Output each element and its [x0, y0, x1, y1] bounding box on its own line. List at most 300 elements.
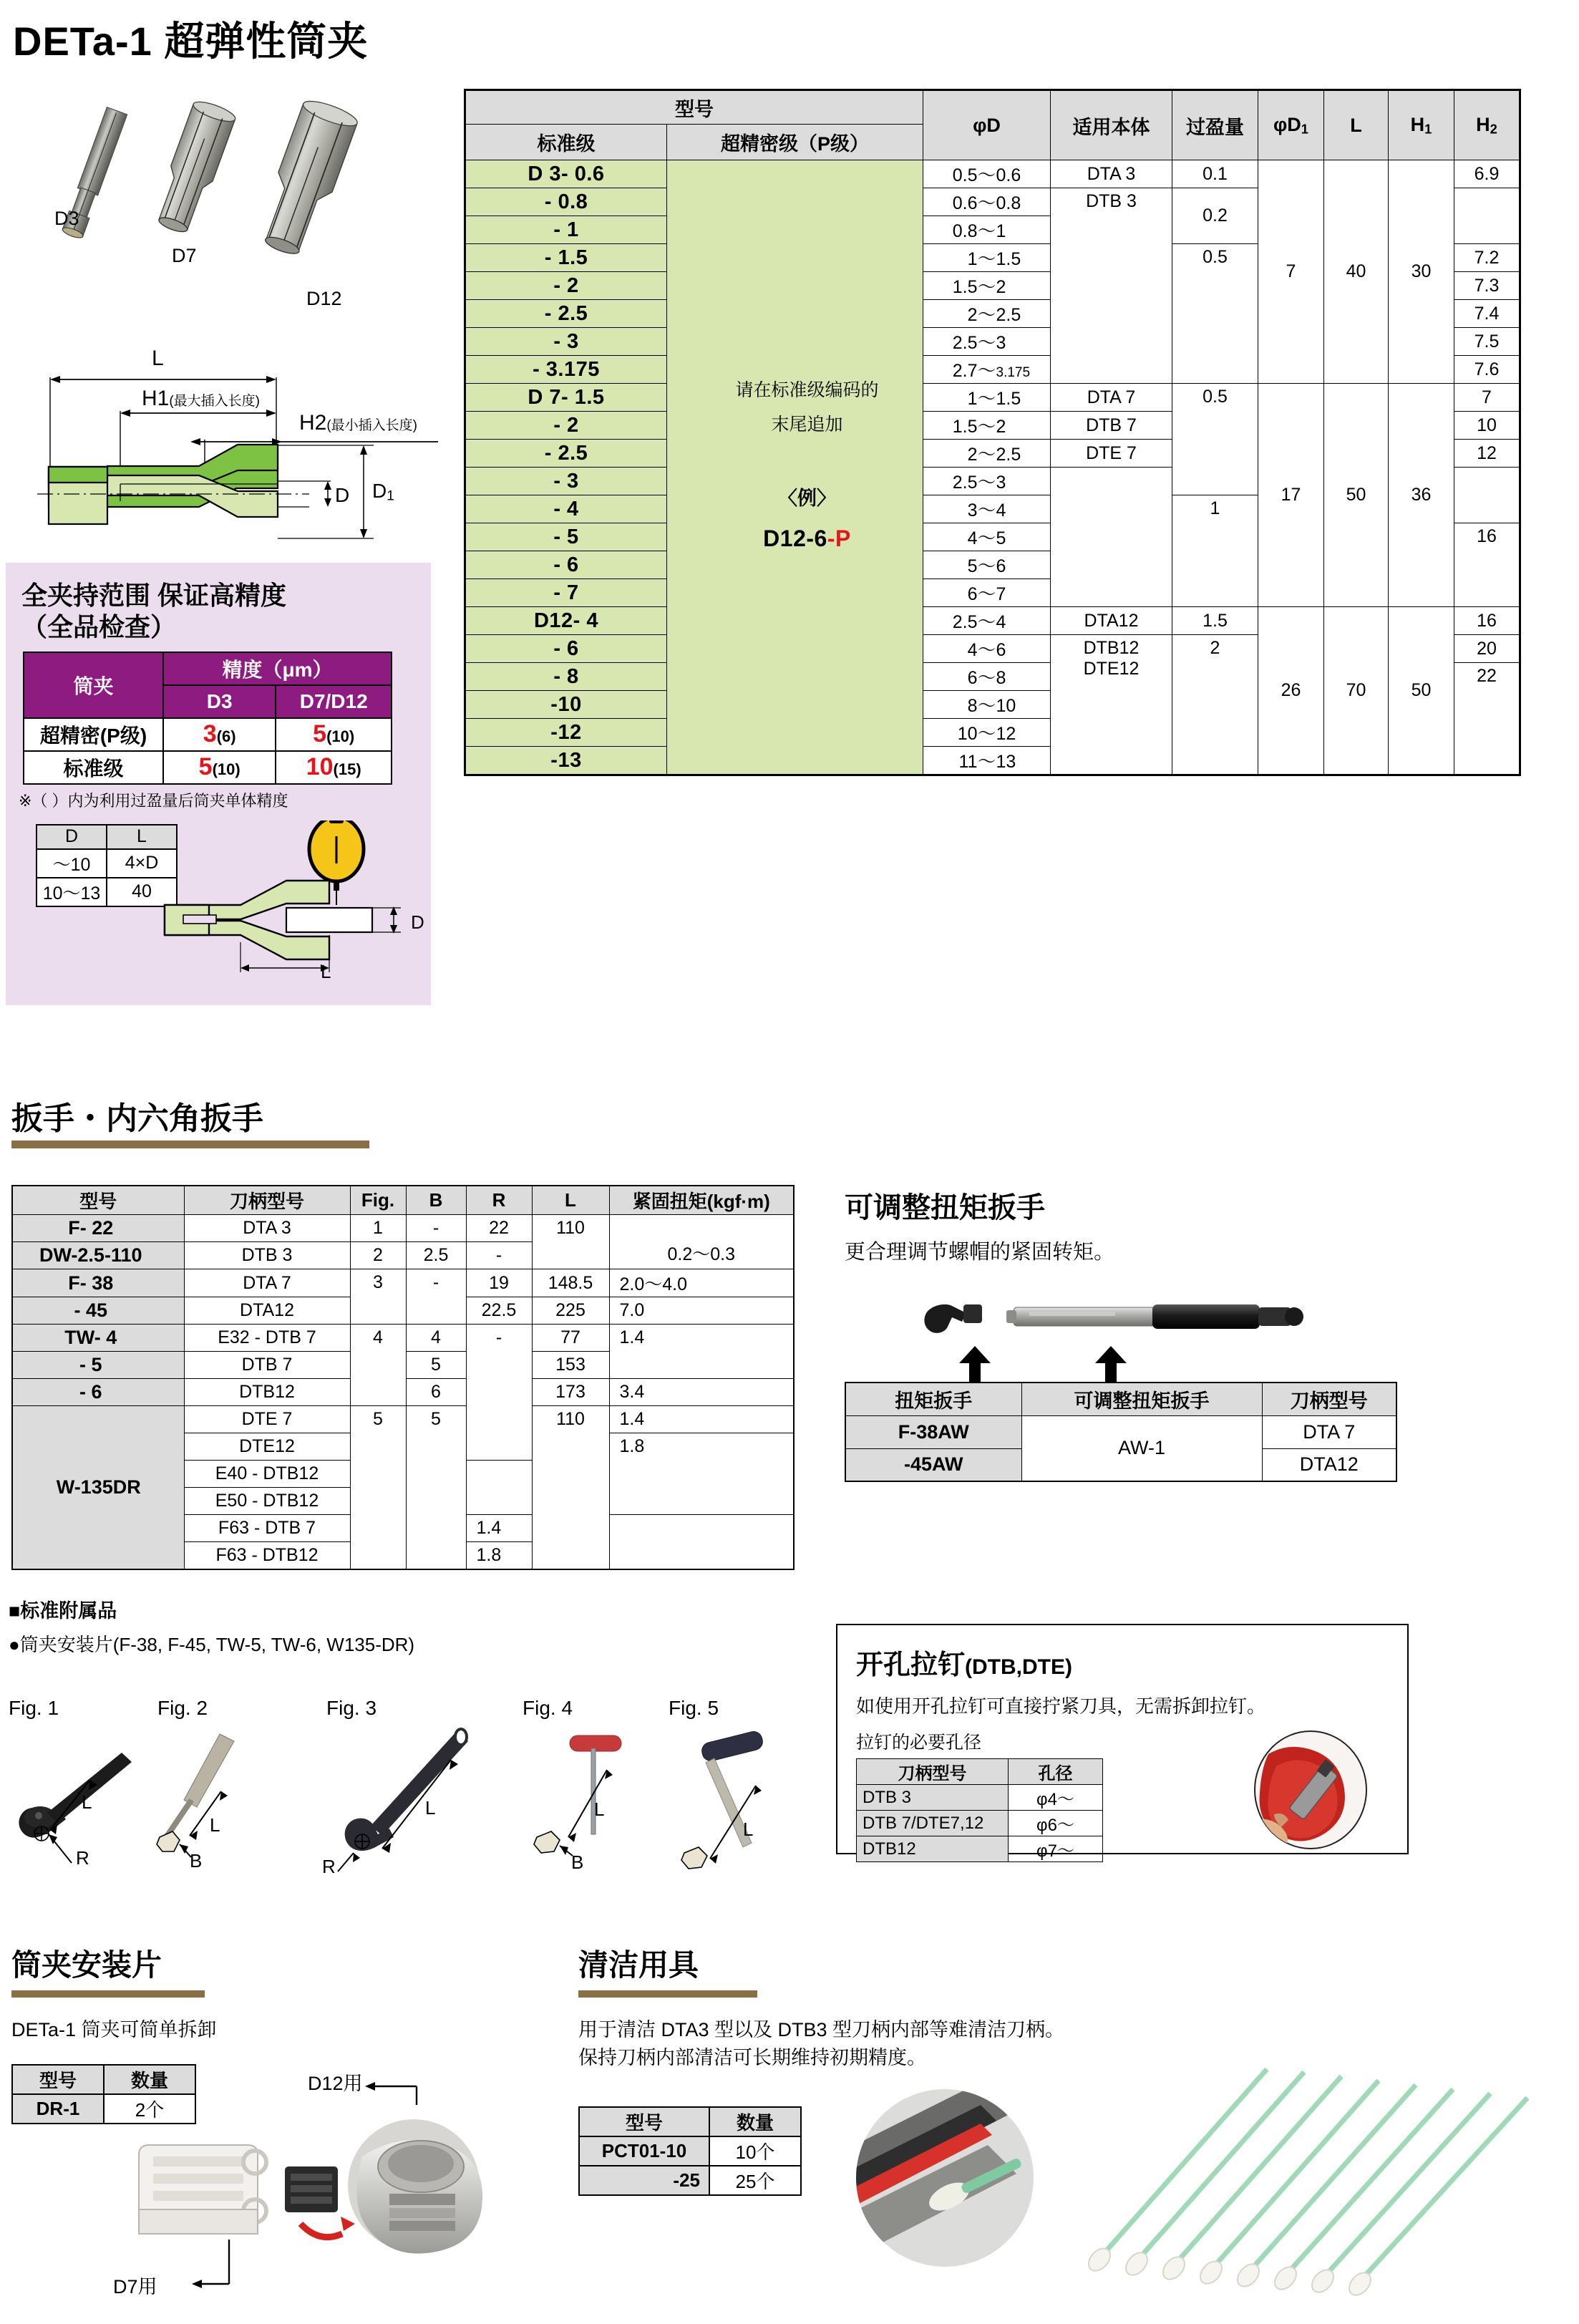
- main-phiD-4-from: 1.5: [952, 277, 978, 297]
- main-phiD-19-from: 8: [967, 696, 978, 716]
- wrench-header-b: B: [406, 1186, 466, 1215]
- main-interf-d12-0: 1.5: [1172, 607, 1258, 635]
- stud-box-title-main: 开孔拉钉: [856, 1650, 966, 1680]
- main-H2-d3-6: 7.6: [1454, 356, 1520, 384]
- main-L-d7: 50: [1324, 384, 1389, 607]
- collet-label-d7: D7: [172, 245, 197, 266]
- wrench-header-holder: 刀柄型号: [184, 1186, 350, 1215]
- main-phiD-21-to: 13: [996, 752, 1016, 772]
- precision-value-1-d3: [163, 751, 276, 784]
- cleaning-rule: [578, 1990, 757, 1998]
- photo-label-d12: D12用: [308, 2073, 363, 2094]
- svg-text:L: L: [82, 1791, 92, 1813]
- torque-header-holder: 刀柄型号: [1262, 1383, 1396, 1415]
- main-model-0: D 3- 0.6: [465, 160, 667, 188]
- wrench-model-3: - 45: [12, 1297, 184, 1325]
- wrench-r-3: 22.5: [466, 1297, 532, 1325]
- main-phiD-19-to: 10: [996, 696, 1016, 716]
- table-header-row: [845, 1383, 1396, 1415]
- main-phiD-17-from: 4: [967, 640, 978, 660]
- wrench-l-5: 153: [532, 1352, 609, 1379]
- precision-table: [23, 652, 392, 785]
- main-model-7: - 3.175: [465, 356, 667, 384]
- main-model-6: - 3: [465, 328, 667, 356]
- precision-box-title: [21, 580, 431, 643]
- main-model-20: -12: [465, 719, 667, 747]
- table-row: [37, 849, 177, 878]
- main-model-18: - 8: [465, 663, 667, 691]
- pull-stud-photo: [1235, 1730, 1386, 1850]
- main-model-17: - 6: [465, 635, 667, 663]
- cleaning-description-line1: 用于清洁 DTA3 型以及 DTB3 型刀柄内部等难清洁刀柄。: [578, 2019, 1065, 2040]
- collet-label-d12: D12: [306, 288, 342, 309]
- torque-wrench-0: F-38AW: [845, 1415, 1021, 1448]
- table-row: [857, 1811, 1103, 1836]
- main-interf-d12-1: 2: [1172, 635, 1258, 775]
- main-body-d7b: DTB 7: [1051, 412, 1172, 440]
- main-interf-d7-1: 1: [1172, 495, 1258, 607]
- table-row: [12, 1269, 794, 1297]
- main-L-d12: 70: [1324, 607, 1389, 775]
- dl-cell-1-0: 10～13: [37, 878, 107, 906]
- fig-label-1: Fig. 1: [9, 1697, 59, 1719]
- figures-row: [6, 1697, 807, 1876]
- table-row: [465, 160, 1520, 188]
- table-row: [579, 2166, 801, 2195]
- diagram-label-L: L: [152, 347, 164, 370]
- main-precision-example-label: 〈例〉: [778, 487, 836, 509]
- main-body-d12bc: [1051, 635, 1172, 775]
- main-phiD-16-from: 2.5: [952, 612, 978, 632]
- main-H2-d7-2: 12: [1454, 440, 1520, 468]
- precision-row-label-0: 超精密(P级): [24, 718, 163, 751]
- main-example-code: D12-6: [763, 526, 827, 551]
- main-precision-example: [763, 526, 851, 551]
- wrench-header-model: 型号: [12, 1186, 184, 1215]
- cleaning-swabs-photo: [1052, 2040, 1579, 2298]
- stud-box-title-sub: (DTB,DTE): [965, 1655, 1072, 1679]
- stud-hole-1: φ6～: [1009, 1811, 1103, 1836]
- torque-table: [845, 1382, 1397, 1482]
- wrench-torque-3: 7.0: [609, 1297, 794, 1325]
- cleaning-header-model: 型号: [579, 2107, 709, 2136]
- wrench-header-l: L: [532, 1186, 609, 1215]
- main-body-d7a: DTA 7: [1051, 384, 1172, 412]
- torque-holder-1: DTA12: [1262, 1448, 1396, 1481]
- main-phiD-13-from: 4: [967, 528, 978, 548]
- main-model-8: D 7- 1.5: [465, 384, 667, 412]
- collet-photos-svg: [21, 72, 451, 315]
- main-phiD-11-from: 2.5: [952, 473, 978, 493]
- main-phiD-13-to: 5: [996, 528, 1006, 548]
- wrench-section-title-wrap: [11, 1103, 512, 1148]
- main-model-1: - 0.8: [465, 188, 667, 216]
- wrench-fig-0: 1: [350, 1215, 406, 1242]
- precision-note: ※（ ）内为利用过盈量后筒夹单体精度: [19, 791, 288, 810]
- wrench-r-4: -: [466, 1325, 532, 1461]
- main-phiD-7-to: 3.175: [996, 365, 1031, 380]
- collet-mount-qty-0: 2个: [104, 2094, 195, 2124]
- main-header-phiD1: $\varphi D_1$: [1258, 90, 1324, 160]
- dimension-diagram-svg: [16, 331, 445, 558]
- wrench-model-4: TW- 4: [12, 1325, 184, 1352]
- main-model-19: -10: [465, 691, 667, 719]
- stud-table: [856, 1758, 1103, 1862]
- main-interf-d3-2: 0.5: [1172, 244, 1258, 384]
- wrench-holder-3: DTA12: [184, 1297, 350, 1325]
- main-model-4: - 2: [465, 272, 667, 300]
- main-phiD-18: 6～8: [923, 663, 1051, 691]
- precision-paren-1-d7: (15): [333, 760, 361, 779]
- wrench-section-rule: [11, 1141, 369, 1148]
- gauge-label-L: L: [321, 961, 331, 982]
- main-H2-d3-4: 7.4: [1454, 300, 1520, 328]
- main-phiD1-d7: 17: [1258, 384, 1324, 607]
- collet-photo-group: [21, 72, 451, 315]
- svg-text:B: B: [190, 1850, 203, 1872]
- main-body-dte12: DTE12: [1083, 659, 1140, 679]
- fig-label-5: Fig. 5: [669, 1697, 719, 1719]
- main-body-dtb12: DTB12: [1083, 638, 1140, 658]
- main-phiD1-d12: 26: [1258, 607, 1324, 775]
- main-H2-d3-3: 7.3: [1454, 272, 1520, 300]
- dl-table: [36, 824, 178, 907]
- precision-paren-0-d7: (10): [326, 727, 355, 746]
- wrench-torque-6: 3.4: [609, 1379, 794, 1406]
- main-model-3: - 1.5: [465, 244, 667, 272]
- main-H2-d3-1: [1454, 188, 1520, 244]
- svg-text:R: R: [76, 1847, 89, 1869]
- main-header-precision: 超精密级（P级）: [667, 125, 923, 160]
- main-phiD-10: 2～2.5: [923, 440, 1051, 468]
- precision-value-1-d7: [276, 751, 392, 784]
- svg-text:R: R: [322, 1856, 336, 1873]
- cleaning-qty-1: 25个: [709, 2166, 801, 2195]
- cleaning-header-qty: 数量: [709, 2107, 801, 2136]
- wrench-b-2: -: [406, 1269, 466, 1325]
- main-phiD-1-from: 0.6: [952, 193, 978, 213]
- main-phiD-5-from: 2: [967, 305, 978, 325]
- main-phiD-21: 11～13: [923, 747, 1051, 775]
- wrench-b-4: 4: [406, 1325, 466, 1352]
- stud-header-hole: 孔径: [1009, 1759, 1103, 1785]
- diagram-label-H2-note: (最小插入长度): [326, 418, 418, 433]
- wrench-model-6: - 6: [12, 1379, 184, 1406]
- diagram-label-H2: H2: [299, 411, 327, 435]
- cleaning-description-line2: 保持刀柄内部清洁可长期维持初期精度。: [578, 2047, 926, 2069]
- precision-value-0-d7: [276, 718, 392, 751]
- wrench-holder-9: E40 - DTB12: [184, 1461, 350, 1488]
- collet-mount-description: DETa-1 筒夹可简单拆卸: [11, 2019, 217, 2040]
- main-interf-d3-1: 0.2: [1172, 188, 1258, 244]
- main-phiD-0-to: 0.6: [996, 165, 1021, 185]
- table-row: [845, 1415, 1396, 1448]
- main-body-d3a: DTA 3: [1051, 160, 1172, 188]
- main-header-body: 适用本体: [1051, 90, 1172, 160]
- dl-header-d: D: [37, 825, 107, 849]
- main-H2-d7-1: 10: [1454, 412, 1520, 440]
- precision-col-collet: 筒夹: [24, 652, 163, 718]
- main-model-9: - 2: [465, 412, 667, 440]
- main-phiD-6: 2.5～3: [923, 328, 1051, 356]
- svg-text:L: L: [425, 1797, 436, 1819]
- main-phiD-7-from: 2.7: [952, 361, 978, 381]
- main-phiD-17: 4～6: [923, 635, 1051, 663]
- collet-mount-title: 筒夹安装片: [11, 1948, 162, 1982]
- diagram-label-H1: H1: [142, 387, 170, 410]
- precision-num-1-d3: 5: [198, 753, 213, 781]
- main-phiD-17-to: 6: [996, 640, 1006, 660]
- fig-label-3: Fig. 3: [326, 1697, 377, 1719]
- stud-holder-2: DTB12: [857, 1836, 1009, 1862]
- main-H1-d12: 50: [1389, 607, 1454, 775]
- precision-col-precision: 精度（μm）: [163, 652, 392, 685]
- wrench-holder-4: E32 - DTB 7: [184, 1325, 350, 1352]
- wrench-fig-7: 5: [350, 1406, 406, 1569]
- table-row: [24, 652, 392, 685]
- main-precision-note: [667, 160, 923, 775]
- fig-label-2: Fig. 2: [157, 1697, 208, 1719]
- table-row: [37, 878, 177, 906]
- main-body-d7c: DTE 7: [1051, 440, 1172, 468]
- torque-section-description: 更合理调节螺帽的紧固转矩。: [845, 1241, 1115, 1264]
- wrench-torque-11: 1.4: [466, 1515, 532, 1542]
- table-row: [24, 718, 392, 751]
- main-interf-d7-0: 0.5: [1172, 384, 1258, 495]
- main-phiD-1-to: 0.8: [996, 193, 1021, 213]
- wrench-holder-2: DTA 7: [184, 1269, 350, 1297]
- wrench-r-1: -: [466, 1242, 532, 1269]
- svg-text:L: L: [743, 1819, 754, 1840]
- collet-mount-rule: [11, 1990, 205, 1998]
- photo-label-d7: D7用: [113, 2276, 157, 2298]
- main-phiD-4-to: 2: [996, 277, 1006, 297]
- wrench-holder-12: F63 - DTB12: [184, 1542, 350, 1569]
- precision-paren-1-d3: (10): [212, 760, 241, 779]
- main-header-interference: 过盈量: [1172, 90, 1258, 160]
- precision-paren-0-d3: (6): [216, 727, 236, 746]
- main-phiD-13: 4～5: [923, 523, 1051, 551]
- main-spec-table-wrap: [464, 89, 1521, 776]
- cleaning-qty-0: 10个: [709, 2136, 801, 2166]
- main-precision-note-line2: 末尾追加: [771, 414, 843, 435]
- wrench-l-2: 148.5: [532, 1269, 609, 1297]
- wrench-l-4: 77: [532, 1325, 609, 1352]
- wrench-torque-4: 1.4: [609, 1325, 794, 1379]
- wrench-header-r: R: [466, 1186, 532, 1215]
- page-title: DETa-1 超弹性筒夹: [13, 19, 369, 64]
- main-phiD-2-from: 0.8: [952, 221, 978, 241]
- wrench-model-7: W-135DR: [12, 1406, 184, 1569]
- main-phiD-2: 0.8～1: [923, 216, 1051, 244]
- main-L-d3: 40: [1324, 160, 1389, 384]
- main-H2-d7-0: 7: [1454, 384, 1520, 412]
- table-header-row: [857, 1759, 1103, 1785]
- main-phiD-9-from: 1.5: [952, 417, 978, 437]
- main-body-d12a: DTA12: [1051, 607, 1172, 635]
- diagram-label-H1-note: (最大插入长度): [169, 394, 261, 409]
- wrench-holder-10: E50 - DTB12: [184, 1488, 350, 1515]
- svg-text:L: L: [210, 1814, 220, 1836]
- stud-holder-1: DTB 7/DTE7,12: [857, 1811, 1009, 1836]
- main-header-L: L: [1324, 90, 1389, 160]
- main-example-suffix: -P: [827, 526, 851, 551]
- main-model-14: - 6: [465, 551, 667, 579]
- main-H2-d12-0: 16: [1454, 607, 1520, 635]
- precision-num-0-d7: 5: [313, 720, 327, 748]
- diagram-label-H2-group: [299, 411, 417, 435]
- main-model-21: -13: [465, 747, 667, 775]
- svg-text:L: L: [594, 1798, 605, 1820]
- main-H1-d7: 36: [1389, 384, 1454, 607]
- wrench-table: [11, 1185, 795, 1570]
- main-model-2: - 1: [465, 216, 667, 244]
- wrench-holder-5: DTB 7: [184, 1352, 350, 1379]
- wrench-torque-0: 0.2～0.3: [609, 1215, 794, 1269]
- main-phiD-6-from: 2.5: [952, 333, 978, 353]
- wrench-header-fig: Fig.: [350, 1186, 406, 1215]
- main-model-16: D12- 4: [465, 607, 667, 635]
- table-row: [465, 384, 1520, 412]
- main-H2-d12-2: 22: [1454, 663, 1520, 775]
- table-row: [465, 607, 1520, 635]
- main-phiD-3-to: 1.5: [996, 249, 1021, 269]
- stud-box-table-label: 拉钉的必要孔径: [856, 1733, 982, 1753]
- main-model-5: - 2.5: [465, 300, 667, 328]
- main-phiD-8-from: 1: [967, 389, 978, 409]
- main-spec-table: [464, 89, 1521, 776]
- main-H2-d7-4: 16: [1454, 523, 1520, 607]
- main-phiD-14: 5～6: [923, 551, 1051, 579]
- wrench-holder-1: DTB 3: [184, 1242, 350, 1269]
- wrench-torque-7: 1.4: [609, 1406, 794, 1433]
- cleaning-table: [578, 2106, 802, 2196]
- accessories-block: [9, 1595, 414, 1657]
- main-phiD-20-from: 10: [957, 724, 978, 744]
- cleaning-closeup-photo: [852, 2085, 1059, 2292]
- main-header-standard: 标准级: [465, 125, 667, 160]
- main-header-H2: $H_2$: [1454, 90, 1520, 160]
- table-row: [37, 825, 177, 849]
- torque-holder-0: DTA 7: [1262, 1415, 1396, 1448]
- dimension-diagram: [16, 331, 445, 558]
- main-phiD-0-from: 0.5: [952, 165, 978, 185]
- main-phiD-15: 6～7: [923, 579, 1051, 607]
- dl-cell-0-0: ～10: [37, 849, 107, 878]
- torque-header-adjustable: 可调整扭矩扳手: [1021, 1383, 1262, 1415]
- stud-header-holder: 刀柄型号: [857, 1759, 1009, 1785]
- main-phiD-8: 1～1.5: [923, 384, 1051, 412]
- main-H1-d3: 30: [1389, 160, 1454, 384]
- main-phiD-21-from: 11: [958, 752, 978, 772]
- precision-row-label-1: 标准级: [24, 751, 163, 784]
- main-header-H1: $H_1$: [1389, 90, 1454, 160]
- main-phiD-3-from: 1: [967, 249, 978, 269]
- wrench-holder-6: DTB12: [184, 1379, 350, 1406]
- main-phiD-0: 0.5～0.6: [923, 160, 1051, 188]
- wrench-l-3: 225: [532, 1297, 609, 1325]
- wrench-torque-12: 1.8: [466, 1542, 532, 1569]
- gauge-illustration: [157, 820, 422, 989]
- main-phiD-20: 10～12: [923, 719, 1051, 747]
- wrench-fig-4: 4: [350, 1325, 406, 1406]
- wrench-model-1: DW-2.5-110: [12, 1242, 184, 1269]
- table-header-row: [465, 90, 1520, 125]
- main-body-d3b: DTB 3: [1051, 188, 1172, 384]
- collet-label-d3: D3: [54, 208, 79, 229]
- wrench-r-0: 22: [466, 1215, 532, 1242]
- wrench-l-6: 173: [532, 1379, 609, 1406]
- torque-table-wrap: [845, 1382, 1397, 1482]
- collet-mount-model-0: DR-1: [12, 2094, 104, 2124]
- main-phiD-14-to: 6: [996, 556, 1006, 576]
- dl-header-l: L: [107, 825, 177, 849]
- main-phiD-12-to: 4: [996, 500, 1006, 521]
- collet-mount-header-model: 型号: [12, 2065, 104, 2094]
- torque-adjustable-0: AW-1: [1021, 1415, 1262, 1481]
- accessories-heading: ■标准附属品: [9, 1600, 117, 1622]
- wrench-fig-1: 2: [350, 1242, 406, 1269]
- table-row: [24, 751, 392, 784]
- table-row: [12, 1215, 794, 1242]
- figures-illustrations: [6, 1723, 807, 1873]
- main-phiD-10-to: 2.5: [996, 445, 1021, 465]
- wrench-holder-0: DTA 3: [184, 1215, 350, 1242]
- main-H2-d3-2: 7.2: [1454, 244, 1520, 272]
- torque-section: [845, 1185, 1553, 1265]
- precision-title-line2: （全品检查）: [21, 611, 177, 641]
- wrench-holder-8: DTE12: [184, 1433, 350, 1461]
- precision-info-box: [6, 563, 431, 1005]
- main-phiD-6-to: 3: [996, 333, 1006, 353]
- main-phiD-2-to: 1: [996, 221, 1006, 241]
- main-header-group-model: 型号: [465, 90, 923, 125]
- precision-num-1-d7: 10: [306, 753, 334, 781]
- table-header-row: [579, 2107, 801, 2136]
- main-phiD-18-to: 8: [996, 668, 1006, 688]
- main-phiD-16: 2.5～4: [923, 607, 1051, 635]
- main-phiD-15-to: 7: [996, 584, 1006, 604]
- main-phiD-12-from: 3: [967, 500, 978, 521]
- gauge-label-D: D: [411, 911, 424, 933]
- main-phiD-19: 8～10: [923, 691, 1051, 719]
- main-phiD-16-to: 4: [996, 612, 1006, 632]
- table-row: [857, 1836, 1103, 1862]
- main-H2-d12-1: 20: [1454, 635, 1520, 663]
- wrench-section-title: 扳手・内六角扳手: [11, 1101, 263, 1136]
- torque-wrench-1: -45AW: [845, 1448, 1021, 1481]
- wrench-table-wrap: [11, 1185, 795, 1570]
- table-row: [579, 2136, 801, 2166]
- wrench-b-1: 2.5: [406, 1242, 466, 1269]
- main-phiD-1: 0.6～0.8: [923, 188, 1051, 216]
- main-H2-d3-0: 6.9: [1454, 160, 1520, 188]
- collet-mount-header-qty: 数量: [104, 2065, 195, 2094]
- dl-cell-0-1: 4×D: [107, 849, 177, 878]
- main-H2-d3-5: 7.5: [1454, 328, 1520, 356]
- precision-col-d7d12: D7/D12: [276, 685, 392, 718]
- wrench-b-6: 6: [406, 1379, 466, 1406]
- torque-section-title: 可调整扭矩扳手: [845, 1192, 1045, 1224]
- main-phiD-18-from: 6: [967, 668, 978, 688]
- main-phiD-20-to: 12: [996, 724, 1016, 744]
- wrench-holder-7: DTE 7: [184, 1406, 350, 1433]
- main-precision-note-line1: 请在标准级编码的: [735, 380, 879, 401]
- diagram-label-D1: $D_1$: [372, 480, 394, 504]
- main-phiD-7: 2.7～3.175: [923, 356, 1051, 384]
- precision-title-line1: 全夹持范围 保证高精度: [21, 581, 287, 610]
- precision-col-d3: D3: [163, 685, 276, 718]
